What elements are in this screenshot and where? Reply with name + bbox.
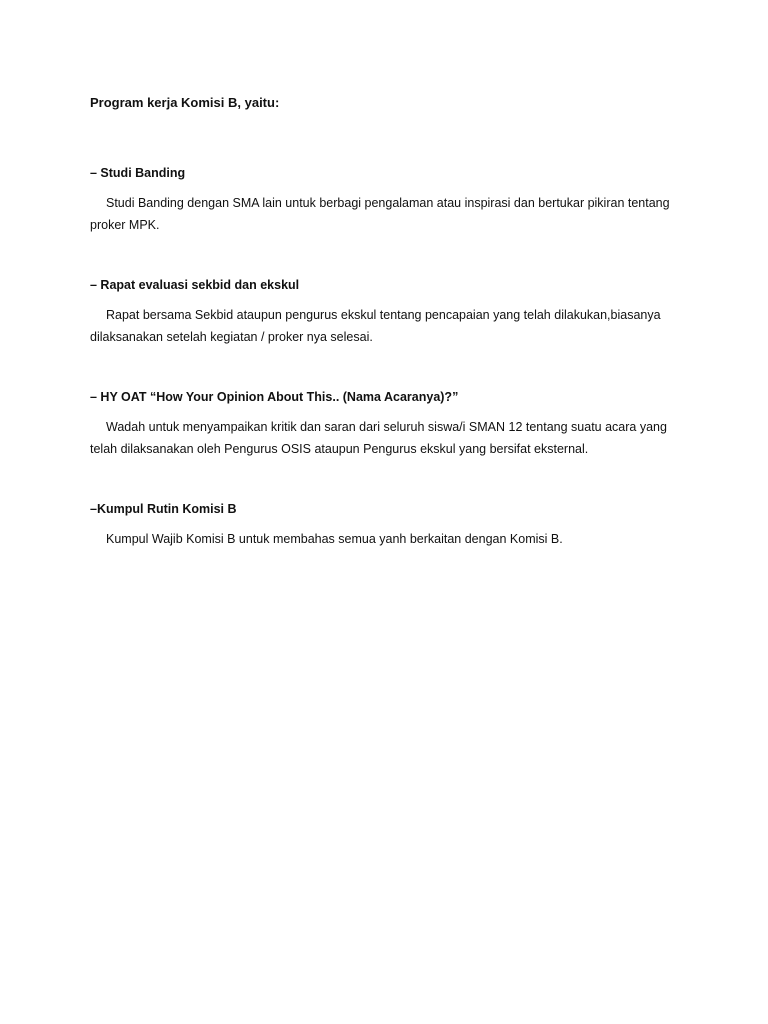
section-kumpul-rutin <box>90 500 690 550</box>
spacer <box>90 460 690 500</box>
section-body: Kumpul Wajib Komisi B untuk membahas semua yanh berkaitan dengan Komisi B. <box>106 532 563 546</box>
section-heading: – Studi Banding <box>90 166 186 180</box>
section-body: Wadah untuk menyampaikan kritik dan saran dari seluruh siswa/i SMAN 12 tentang suatu acara yang telah dilaksanakan oleh Pengurus OSIS ataupun Pengurus ekskul yang bersifat eksternal. <box>90 420 667 456</box>
section-heading: – HY OAT “How Your Opinion About This.. (Nama Acaranya)?” <box>90 390 459 404</box>
spacer <box>90 406 690 416</box>
spacer <box>90 348 690 388</box>
section-hy-oat <box>90 388 690 460</box>
section-heading: – Rapat evaluasi sekbid dan ekskul <box>90 278 300 292</box>
section-rapat-evaluasi <box>90 276 690 348</box>
spacer <box>90 236 690 276</box>
section-studi-banding <box>90 164 690 236</box>
section-body: Rapat bersama Sekbid ataupun pengurus ekskul tentang pencapaian yang telah dilakukan,biasanya dilaksanakan setelah kegiatan / proker nya selesai. <box>90 308 661 344</box>
document-title: Program kerja Komisi B, yaitu: <box>90 95 280 110</box>
spacer <box>90 294 690 304</box>
document-content <box>90 94 690 550</box>
section-body: Studi Banding dengan SMA lain untuk berbagi pengalaman atau inspirasi dan bertukar pikiran tentang proker MPK. <box>90 196 670 232</box>
spacer <box>90 518 690 528</box>
spacer <box>90 112 690 164</box>
section-heading: –Kumpul Rutin Komisi B <box>90 502 237 516</box>
spacer <box>90 182 690 192</box>
